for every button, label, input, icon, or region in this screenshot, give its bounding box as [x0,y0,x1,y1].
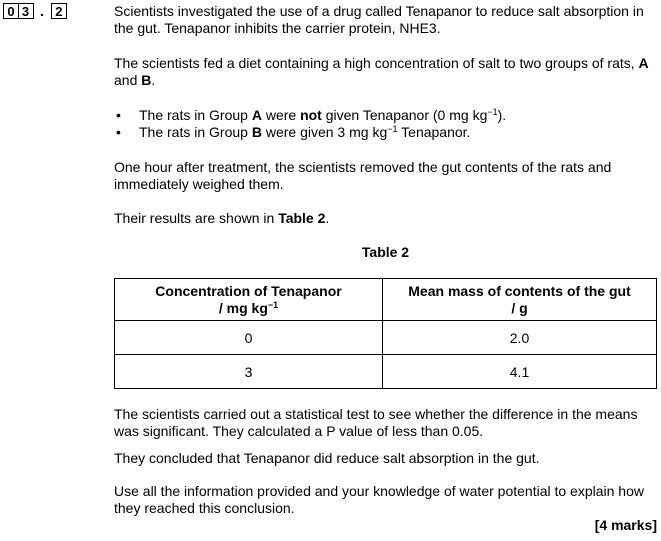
bullet-text: The rats in Group B were given 3 mg $kg^{-1}$ Tenapanor. [139,124,471,140]
bullet-icon: • [116,107,121,123]
question-digit-2: 3 [18,3,34,19]
results-table [114,278,657,389]
marks-label: [4 marks] [594,517,657,533]
conclusion-paragraph: They concluded that Tenapanor did reduce salt absorption in the gut. [114,450,540,466]
table-cell: 3 [115,355,383,389]
bullet-icon: • [116,124,121,140]
results-paragraph: Their results are shown in Table 2. [114,210,330,226]
table-row [115,321,657,355]
bullet-text: The rats in Group A were not given Tenapanor (0 mg $kg^{-1}$). [139,107,507,123]
table-cell: 0 [115,321,383,355]
statistics-paragraph: The scientists carried out a statistical test to see whether the difference in the means was significant. They calculated a P value of less than 0.05. [114,406,638,439]
diet-paragraph: The scientists fed a diet containing a high concentration of salt to two groups of rats, A and B. [114,55,649,88]
question-number [3,3,65,19]
table-cell: 2.0 [383,321,657,355]
table-caption: Table 2 [361,244,410,260]
table-header-concentration: Concentration of Tenapanor / mg $kg^{-1}$ [115,279,383,321]
question-digit-1: 0 [3,3,19,19]
intro-paragraph: Scientists investigated the use of a drug called Tenapanor to reduce salt absorption in the gut. Tenapanor inhibits the carrier protein, NHE3. [114,3,644,36]
table-row [115,355,657,389]
question-separator: . [40,3,44,19]
treatment-paragraph: One hour after treatment, the scientists removed the gut contents of the rats and immediately weighed them. [114,159,612,192]
table-header-mean-mass: Mean mass of contents of the gut / g [383,279,657,321]
question-part: 2 [51,3,67,19]
task-paragraph: Use all the information provided and your knowledge of water potential to explain how they reached this conclusion. [114,483,644,516]
table-cell: 4.1 [383,355,657,389]
table-header-row [115,279,657,321]
